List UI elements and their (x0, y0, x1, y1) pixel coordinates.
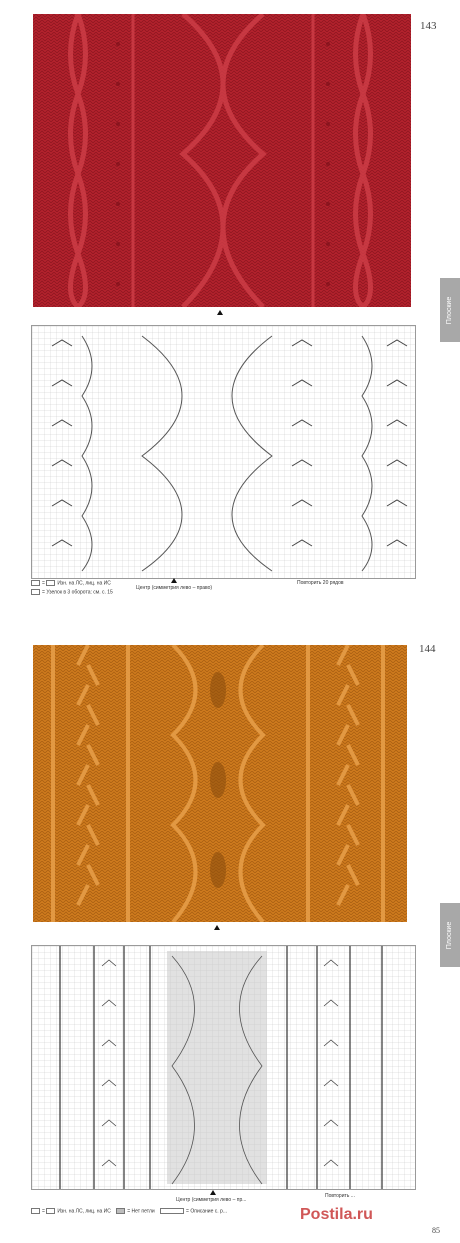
side-tab-bottom: Плоские (440, 903, 460, 967)
center-marker-chart-bottom (210, 1190, 216, 1195)
center-marker-chart-top (171, 578, 177, 583)
pattern-number-bottom: 144 (419, 643, 436, 655)
legend-cable-swatch (160, 1208, 184, 1214)
legend-row-2-top: = Узелок в 3 оборота: см. с. 15 (31, 589, 113, 595)
legend-purl-swatch (31, 580, 40, 586)
page-number: 85 (432, 1226, 440, 1235)
legend-row-1-bottom: = Изн. на ЛС, лиц. на ИС = Нет петли = Описание с. р... (31, 1208, 227, 1214)
legend-knit-swatch (46, 580, 55, 586)
legend-purl-swatch-bottom (31, 1208, 40, 1214)
watermark: Postila.ru (300, 1206, 373, 1223)
center-caption-top: Центр (симметрия лево – право) (136, 585, 213, 591)
knit-chart-top (31, 325, 416, 579)
center-caption-bottom: Центр (симметрия лево – пр... (176, 1197, 247, 1203)
pattern-number-top: 143 (420, 20, 437, 32)
knit-photo-orange (33, 645, 407, 922)
legend-row-1-top: = Изн. на ЛС, лиц. на ИС (31, 580, 111, 586)
knit-photo-red (33, 14, 411, 307)
legend-knot-swatch (31, 589, 40, 595)
knit-chart-bottom (31, 945, 416, 1190)
side-tab-top: Плоские (440, 278, 460, 342)
repeat-caption-bottom: Повторить ... (325, 1193, 355, 1199)
center-marker-top (217, 310, 223, 315)
repeat-caption-top: Повторить 20 рядов (297, 580, 344, 586)
legend-no-stitch-swatch (116, 1208, 125, 1214)
center-marker-bottom (214, 925, 220, 930)
legend-knit-swatch-bottom (46, 1208, 55, 1214)
